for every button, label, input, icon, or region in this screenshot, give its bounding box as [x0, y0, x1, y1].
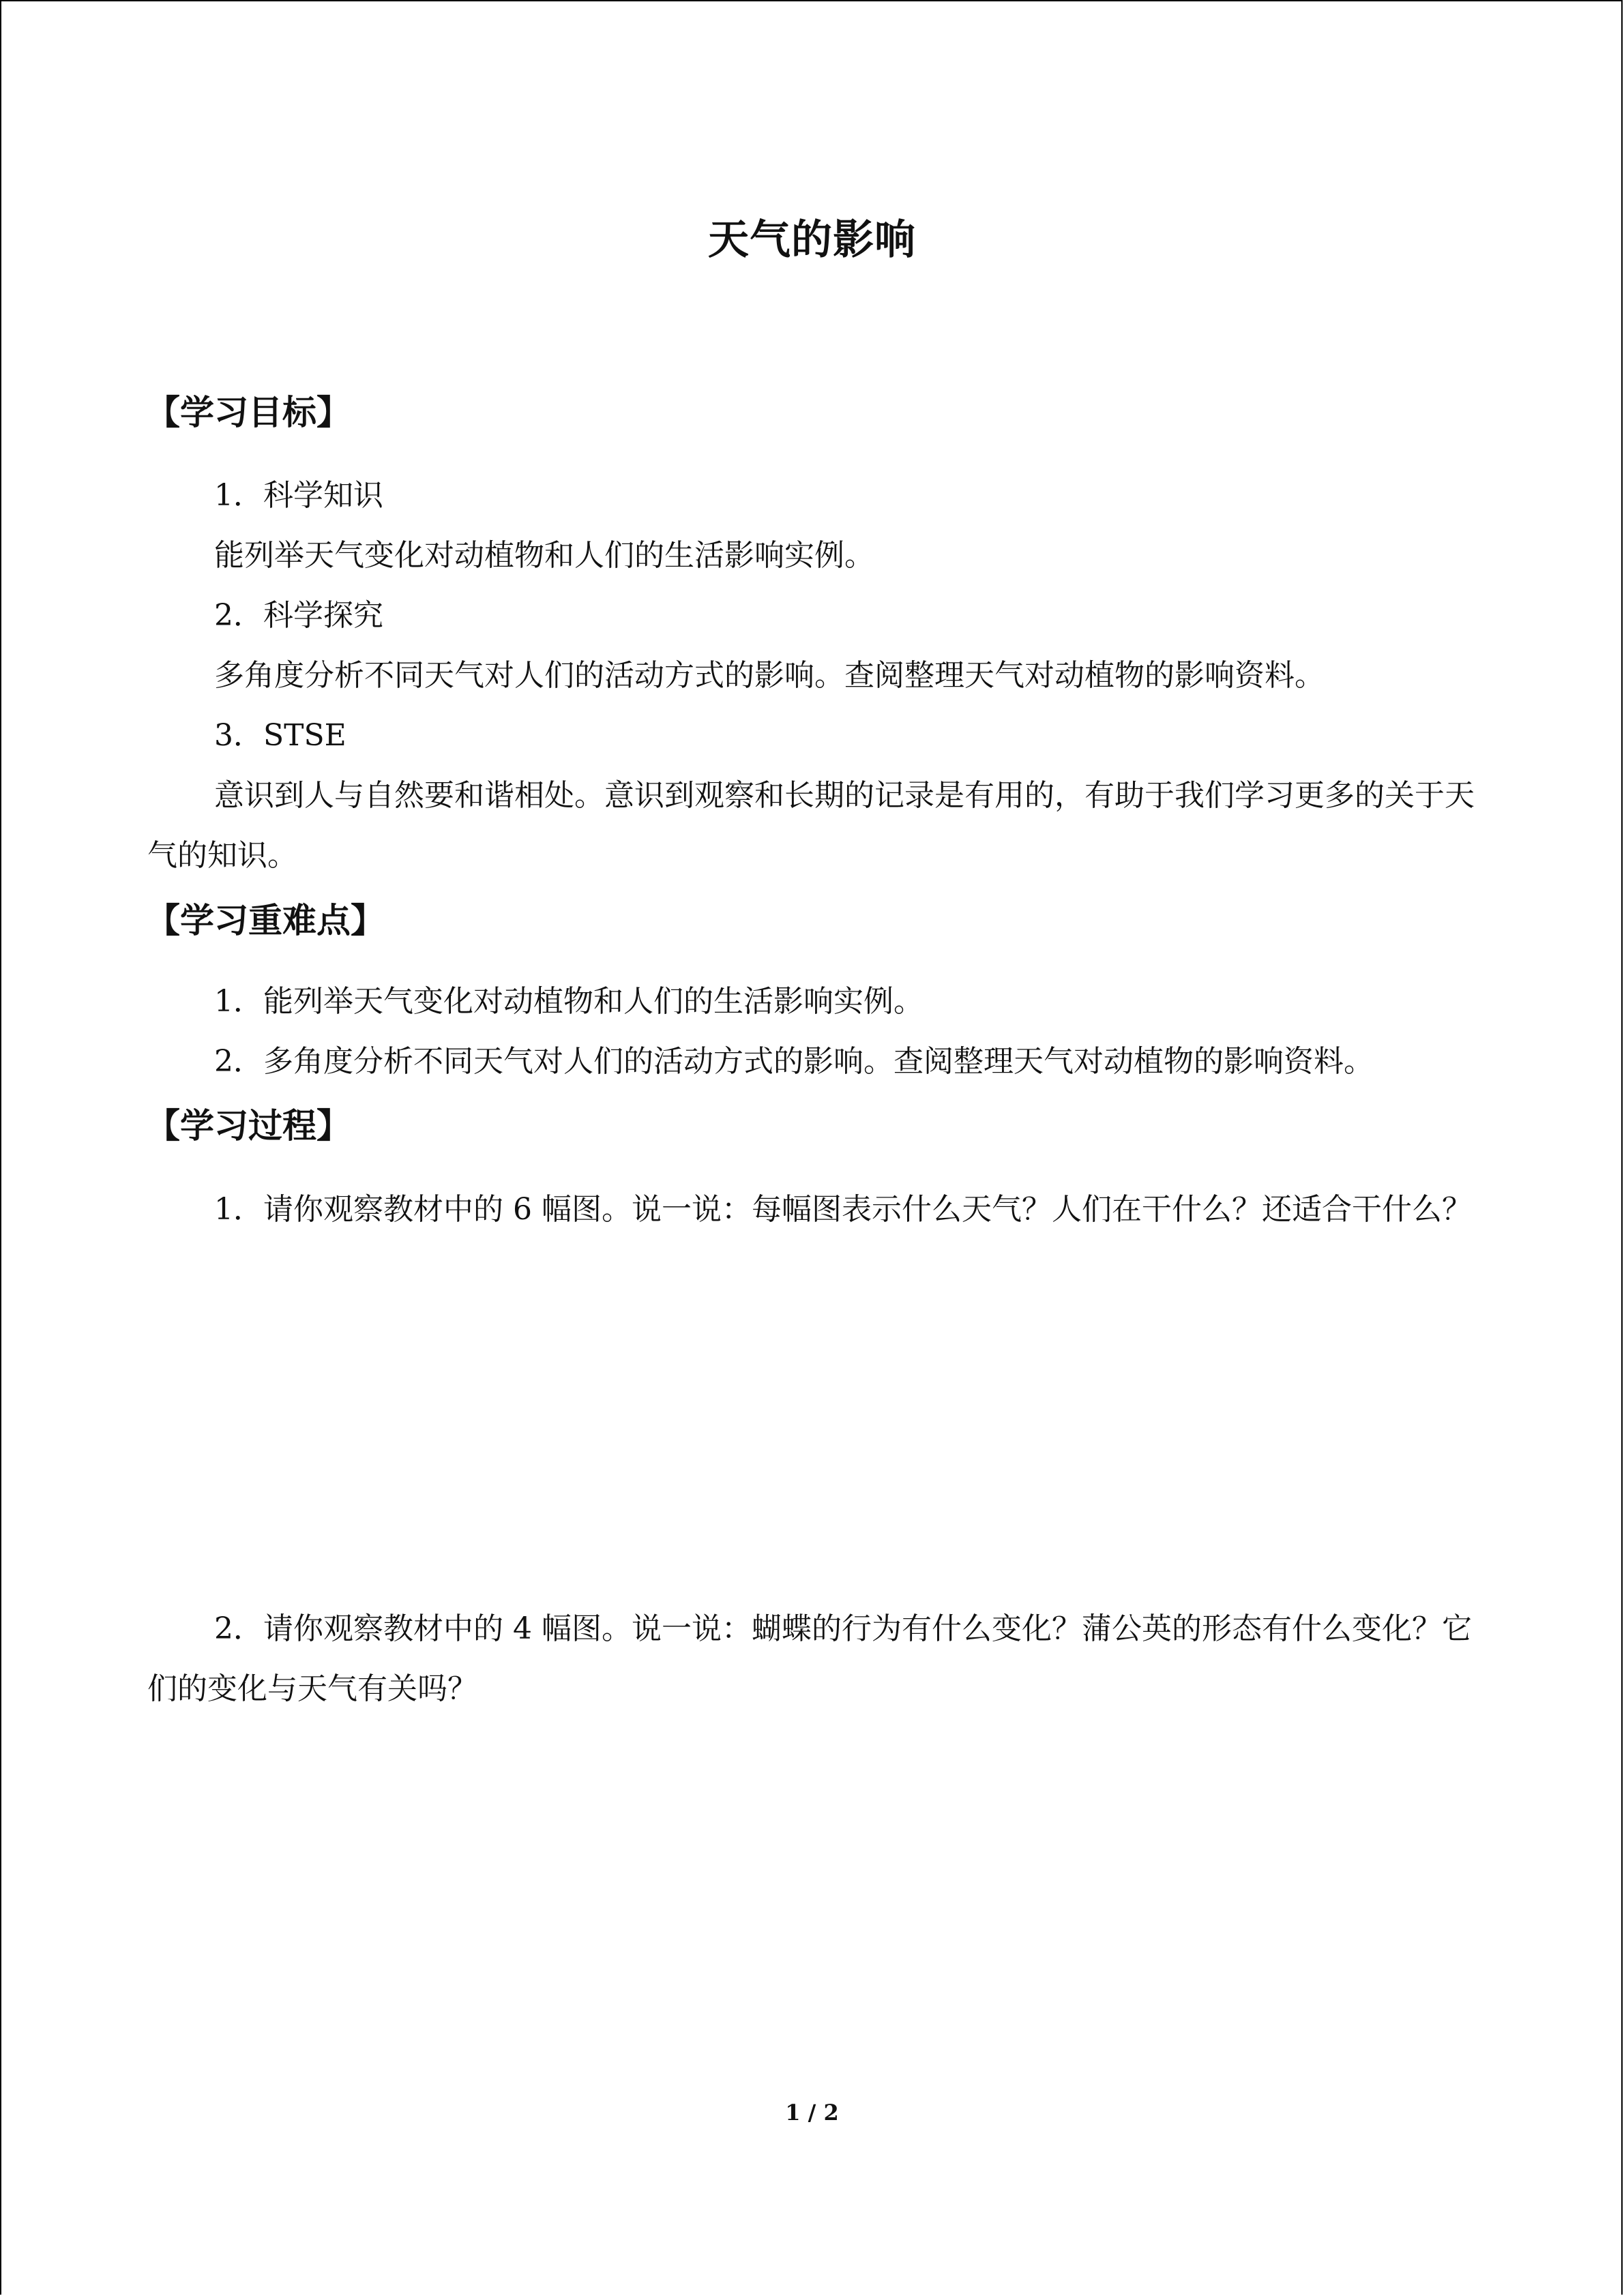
goal-item-1-text: 能列举天气变化对动植物和人们的生活影响实例。	[214, 538, 874, 573]
key-point-1: 1．能列举天气变化对动植物和人们的生活影响实例。	[214, 984, 924, 1019]
goal-item-3-text: 意识到人与自然要和谐相处。意识到观察和长期的记录是有用的，有助于我们学习更多的关于天气的知识。	[147, 778, 1475, 873]
goal-item-1-title: 1．科学知识	[214, 478, 383, 513]
goal-item-2-title: 2．科学探究	[214, 598, 383, 633]
process-question-1: 1．请你观察教材中的 6 幅图。说一说：每幅图表示什么天气？人们在干什么？还适合干什么？	[214, 1192, 1472, 1227]
key-point-2: 2．多角度分析不同天气对人们的活动方式的影响。查阅整理天气对动植物的影响资料。	[214, 1044, 1374, 1079]
section-heading-goals: 【学习目标】	[146, 393, 351, 432]
process-question-2: 2．请你观察教材中的 4 幅图。说一说：蝴蝶的行为有什么变化？蒲公英的形态有什么变化？它们的变化与天气有关吗？	[147, 1611, 1472, 1706]
goal-item-2-text: 多角度分析不同天气对人们的活动方式的影响。查阅整理天气对动植物的影响资料。	[214, 658, 1325, 693]
section-heading-key-points: 【学习重难点】	[146, 901, 385, 940]
page-number: 1 / 2	[785, 2100, 839, 2126]
page-title: 天气的影响	[708, 216, 916, 264]
goal-item-3-title: 3．STSE	[214, 718, 346, 753]
section-heading-process: 【学习过程】	[146, 1106, 351, 1146]
